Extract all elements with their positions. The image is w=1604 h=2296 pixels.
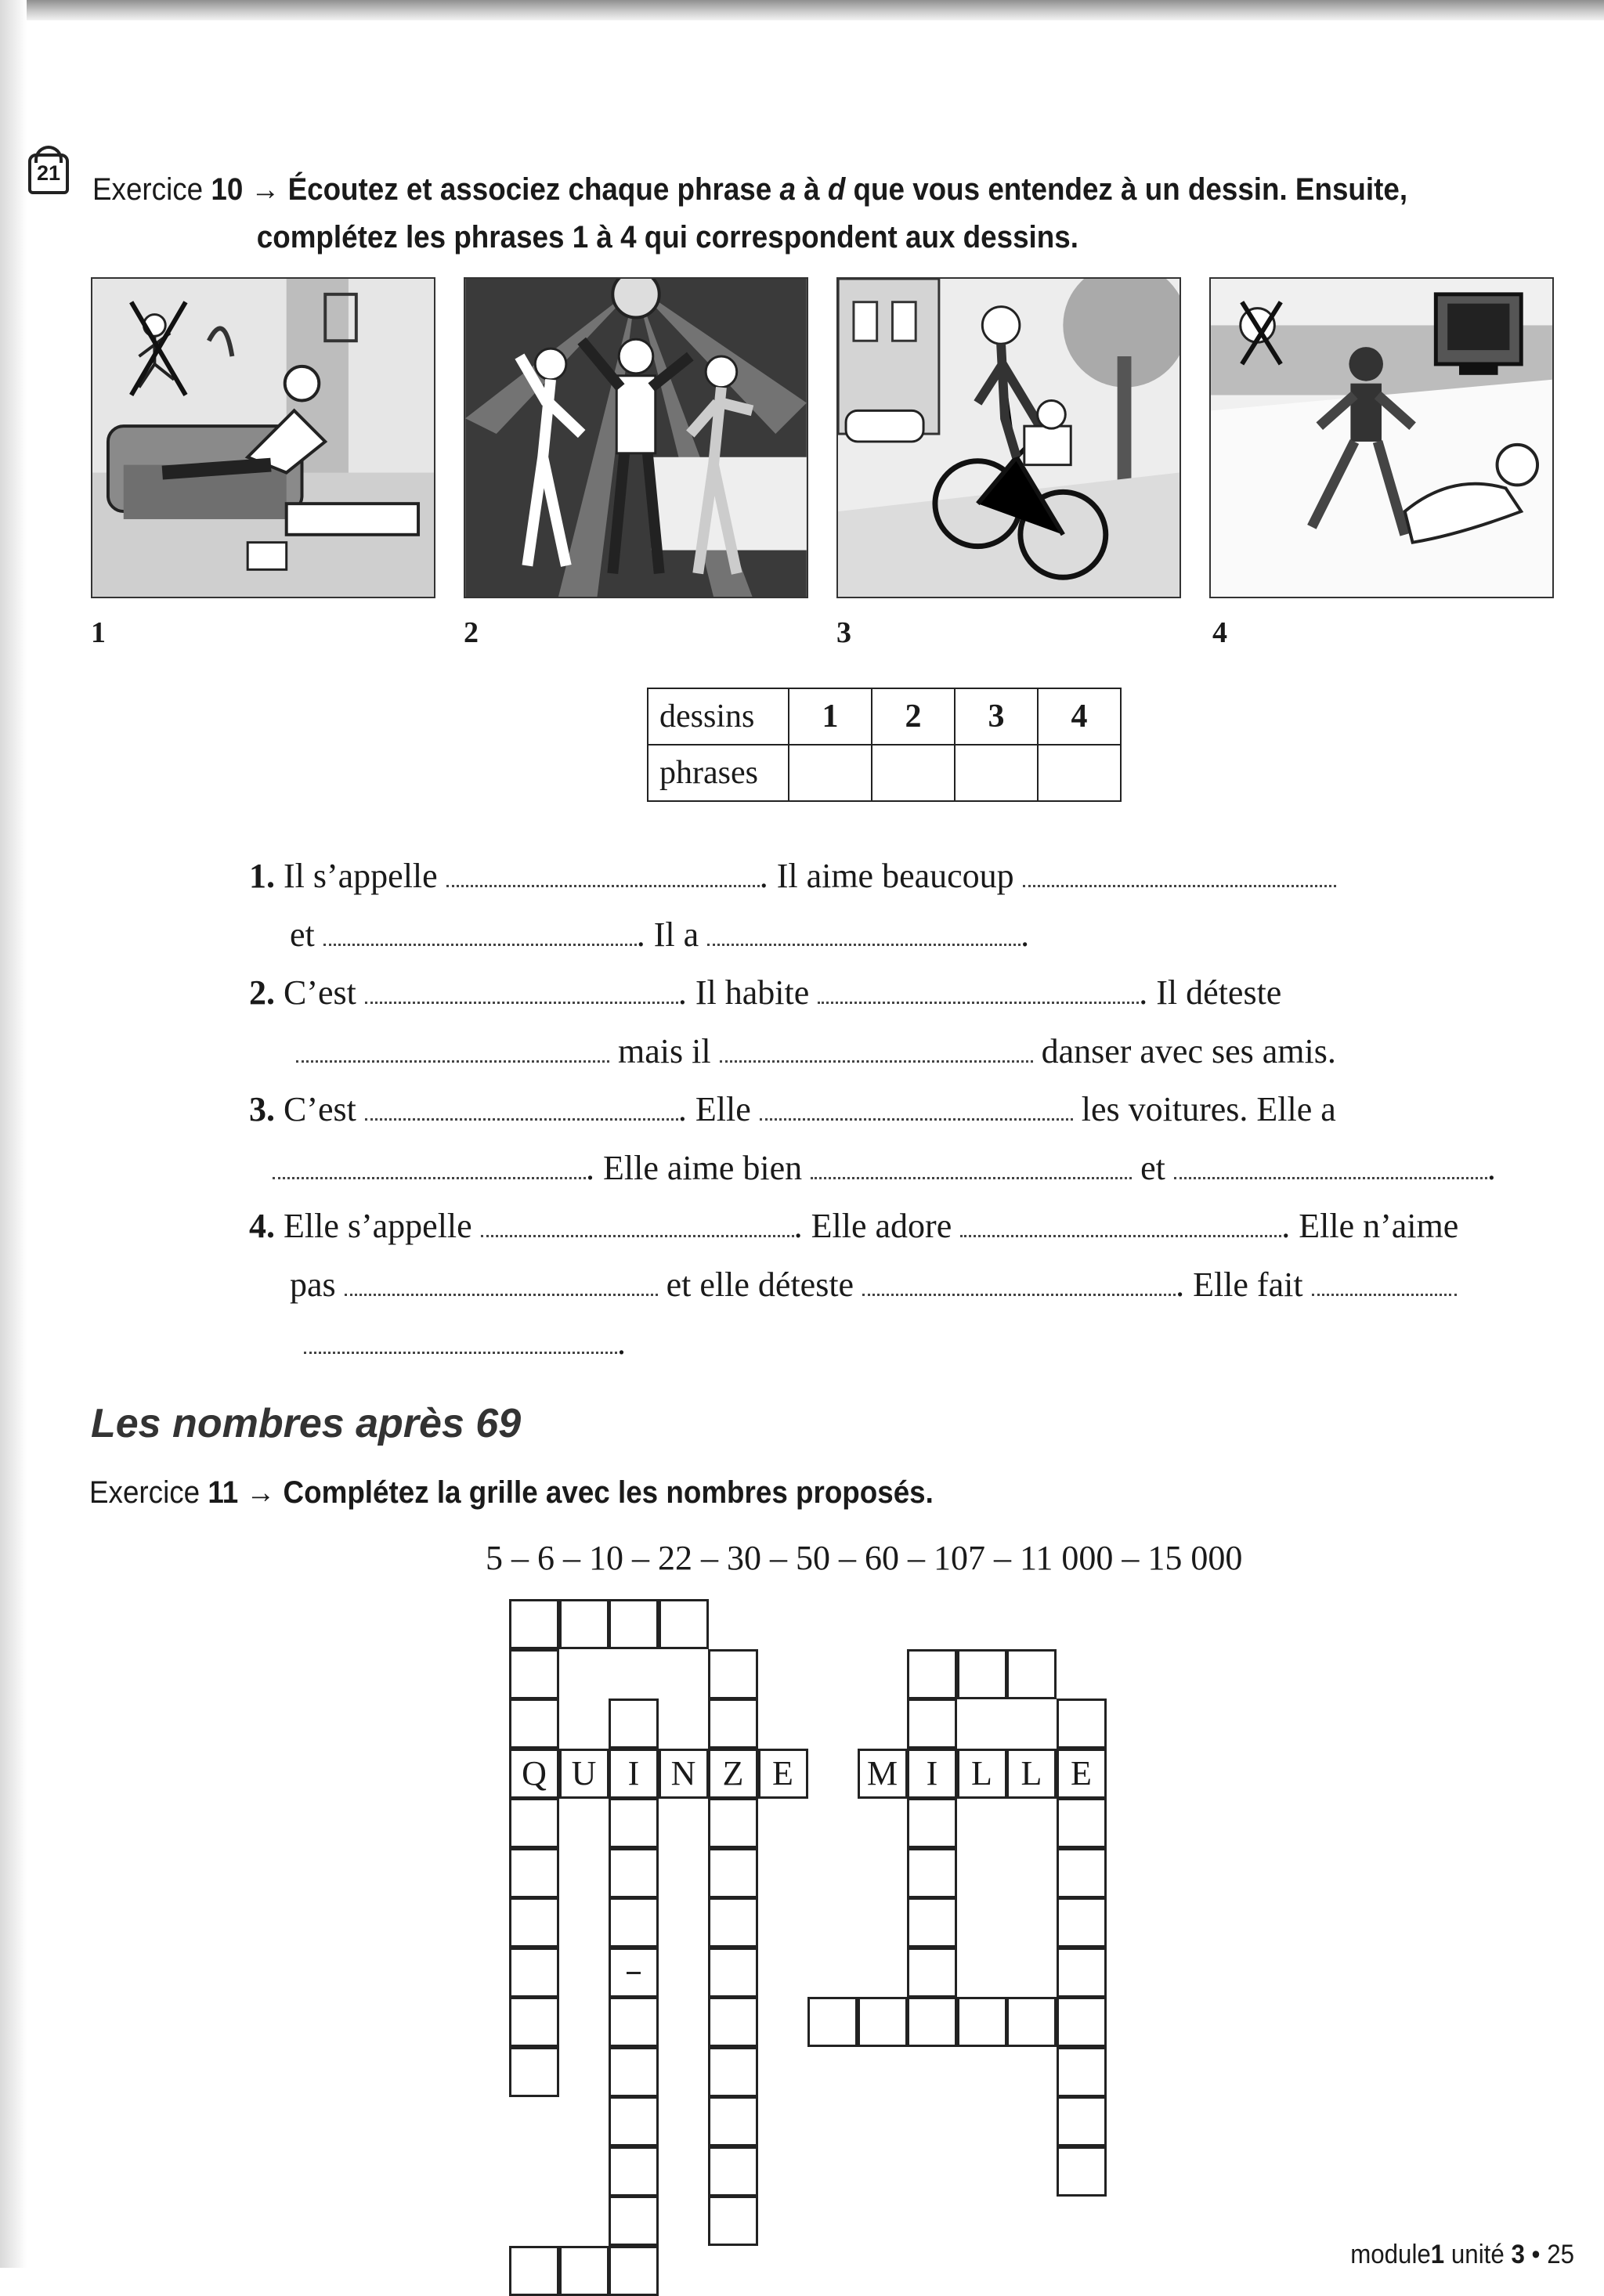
crossword-cell[interactable] xyxy=(907,1699,957,1749)
blank-field[interactable] xyxy=(960,1213,1281,1237)
blank-field[interactable] xyxy=(1174,1155,1487,1179)
crossword-cell[interactable] xyxy=(708,1699,758,1749)
blank-field[interactable] xyxy=(365,980,678,1004)
exercise-instruction-line2: complétez les phrases 1 à 4 qui correspondent aux dessins. xyxy=(256,220,1078,255)
crossword-cell[interactable] xyxy=(609,1848,659,1898)
given-letter-cell: E xyxy=(758,1749,808,1799)
crossword-cell[interactable] xyxy=(907,1997,957,2047)
blank-field[interactable] xyxy=(1312,1272,1457,1296)
arrow-icon: → xyxy=(251,172,280,207)
crossword-cell[interactable] xyxy=(957,1997,1007,2047)
crossword-cell[interactable] xyxy=(708,2047,758,2097)
exercise-label: Exercice xyxy=(89,1475,200,1510)
exercise-11-heading xyxy=(89,1475,934,1511)
matching-table xyxy=(647,688,1122,802)
sentence-4-line-3: . xyxy=(249,1314,1534,1373)
given-letter-cell: L xyxy=(1006,1749,1057,1799)
crossword-cell[interactable] xyxy=(609,1897,659,1948)
table-row-dessins xyxy=(648,688,1121,745)
crossword-cell[interactable] xyxy=(609,1599,659,1649)
crossword-cell[interactable] xyxy=(509,1649,559,1699)
section-title: Les nombres après 69 xyxy=(91,1401,522,1446)
crossword-cell[interactable] xyxy=(509,1897,559,1948)
sentence-2-line-2: mais il danser avec ses amis. xyxy=(249,1023,1534,1081)
exercise-instruction: Écoutez et associez chaque phrase a à d que vous entendez à un dessin. Ensuite, xyxy=(287,172,1408,207)
numbers-list: 5 – 6 – 10 – 22 – 30 – 50 – 60 – 107 – 11 000 – 15 000 xyxy=(486,1539,1243,1577)
sentence-2-line-1: 2. C’est . Il habite . Il déteste xyxy=(249,973,1282,1012)
table-row-phrases xyxy=(648,745,1121,801)
given-letter-cell: N xyxy=(659,1749,709,1799)
crossword-cell[interactable] xyxy=(659,1599,709,1649)
crossword-cell[interactable] xyxy=(708,1997,758,2047)
crossword-cell[interactable] xyxy=(1057,1798,1107,1848)
man-on-couch-icon xyxy=(92,279,434,597)
answer-cell-2[interactable] xyxy=(872,745,955,801)
blank-field[interactable] xyxy=(760,1096,1073,1121)
crossword-cell[interactable] xyxy=(1057,2096,1107,2146)
blank-field[interactable] xyxy=(304,1330,617,1354)
given-letter-cell: Q xyxy=(509,1749,559,1799)
crossword-cell[interactable] xyxy=(907,1897,957,1948)
girl-running-with-dog-icon xyxy=(1211,279,1552,597)
sentence-1-line-1: 1. Il s’appelle . Il aime beaucoup xyxy=(249,847,1534,906)
crossword-cell[interactable] xyxy=(509,2047,559,2097)
crossword-cell[interactable] xyxy=(1057,1948,1107,1998)
blank-field[interactable] xyxy=(446,863,760,887)
exercise-number: 11 xyxy=(208,1475,239,1510)
crossword-cell[interactable] xyxy=(858,1997,908,2047)
crossword-cell[interactable] xyxy=(1057,1897,1107,1948)
crossword-cell[interactable] xyxy=(708,1798,758,1848)
picture-number-1: 1 xyxy=(91,616,106,649)
fill-in-sentences xyxy=(249,847,1534,1373)
exercise-10-heading xyxy=(92,166,1425,262)
crossword-cell[interactable] xyxy=(1057,2146,1107,2197)
picture-number-4: 4 xyxy=(1212,616,1227,649)
blank-field[interactable] xyxy=(720,1038,1033,1063)
crossword-cell[interactable] xyxy=(708,1649,758,1699)
answer-cell-3[interactable] xyxy=(955,745,1038,801)
crossword-cell[interactable] xyxy=(509,1848,559,1898)
blank-field[interactable] xyxy=(707,922,1021,946)
crossword-cell[interactable] xyxy=(509,1699,559,1749)
crossword-cell[interactable] xyxy=(807,1997,858,2047)
exercise-instruction: Complétez la grille avec les nombres proposés. xyxy=(283,1475,934,1510)
page-footer: module1 unité 3 • 25 xyxy=(1350,2240,1574,2269)
crossword-cell[interactable] xyxy=(907,1798,957,1848)
answer-cell-1[interactable] xyxy=(789,745,872,801)
given-letter-cell: I xyxy=(907,1749,957,1799)
blank-field[interactable] xyxy=(365,1096,678,1121)
crossword-cell[interactable] xyxy=(1057,2047,1107,2097)
blank-field[interactable] xyxy=(296,1038,609,1063)
crossword-cell[interactable] xyxy=(708,2096,758,2146)
picture-1 xyxy=(91,277,435,598)
table-column-3: 3 xyxy=(955,688,1038,745)
given-letter-cell: U xyxy=(559,1749,609,1799)
blank-field[interactable] xyxy=(481,1213,794,1237)
crossword-cell[interactable] xyxy=(907,1948,957,1998)
crossword-cell[interactable] xyxy=(907,1649,957,1699)
crossword-cell[interactable] xyxy=(609,1699,659,1749)
exercise-label: Exercice xyxy=(92,172,204,207)
crossword-cell[interactable] xyxy=(609,1997,659,2047)
table-column-1: 1 xyxy=(789,688,872,745)
blank-field[interactable] xyxy=(811,1155,1132,1179)
sentence-3-line-1: 3. C’est . Elle les voitures. Elle a xyxy=(249,1090,1336,1128)
picture-4 xyxy=(1209,277,1554,598)
given-letter-cell: I xyxy=(609,1749,659,1799)
blank-field[interactable] xyxy=(1023,863,1336,887)
crossword-cell[interactable] xyxy=(509,1798,559,1848)
crossword-cell[interactable] xyxy=(907,1848,957,1898)
crossword-cell[interactable] xyxy=(1057,1848,1107,1898)
blank-field[interactable] xyxy=(862,1272,1176,1296)
crossword-cell[interactable] xyxy=(609,2047,659,2097)
blank-field[interactable] xyxy=(273,1155,586,1179)
sentence-4-line-1: 4. Elle s’appelle . Elle adore . Elle n’aime xyxy=(249,1207,1459,1245)
crossword-cell[interactable] xyxy=(559,1599,609,1649)
crossword-cell[interactable] xyxy=(609,2146,659,2197)
picture-number-3: 3 xyxy=(836,616,851,649)
sentence-1-line-2: et . Il a . xyxy=(290,915,1030,954)
blank-field[interactable] xyxy=(345,1272,658,1296)
page-top-edge xyxy=(0,0,1604,20)
crossword-cell[interactable] xyxy=(708,1948,758,1998)
crossword-cell[interactable] xyxy=(1006,1997,1057,2047)
crossword-cell[interactable] xyxy=(509,1599,559,1649)
picture-2 xyxy=(464,277,808,598)
crossword-cell[interactable] xyxy=(708,2146,758,2197)
crossword-cell[interactable] xyxy=(957,1649,1007,1699)
page-number: 25 xyxy=(1547,2240,1574,2269)
disco-dancers-icon xyxy=(465,279,807,597)
crossword-cell[interactable] xyxy=(708,2196,758,2246)
answer-cell-4[interactable] xyxy=(1038,745,1121,801)
given-letter-cell: E xyxy=(1057,1749,1107,1799)
crossword-cell[interactable] xyxy=(609,2196,659,2246)
crossword-cell[interactable] xyxy=(509,1948,559,1998)
arrow-icon: → xyxy=(246,1475,276,1510)
given-letter-cell: L xyxy=(957,1749,1007,1799)
crossword-cell[interactable] xyxy=(708,1848,758,1898)
crossword-cell[interactable] xyxy=(509,2246,559,2296)
table-column-2: 2 xyxy=(872,688,955,745)
cd-track-icon xyxy=(28,153,69,194)
crossword-cell[interactable] xyxy=(609,1798,659,1848)
exercise-number: 10 xyxy=(211,172,244,207)
picture-number-2: 2 xyxy=(464,616,479,649)
sentence-3-line-2: . Elle aime bien et . xyxy=(249,1139,1534,1198)
crossword-cell[interactable] xyxy=(509,1997,559,2047)
given-letter-cell: M xyxy=(858,1749,908,1799)
blank-field[interactable] xyxy=(818,980,1139,1004)
crossword-cell[interactable] xyxy=(559,2246,609,2296)
cd-track-number: 21 xyxy=(36,161,61,185)
cyclist-with-dog-icon xyxy=(838,279,1180,597)
crossword-cell[interactable] xyxy=(1057,1699,1107,1749)
given-letter-cell: Z xyxy=(708,1749,758,1799)
table-column-4: 4 xyxy=(1038,688,1121,745)
crossword-cell[interactable] xyxy=(1057,1997,1107,2047)
table-header-dessins: dessins xyxy=(648,688,789,745)
crossword-cell[interactable] xyxy=(609,2246,659,2296)
sentence-4-line-2: pas et elle déteste . Elle fait xyxy=(249,1256,1534,1315)
blank-field[interactable] xyxy=(323,922,637,946)
page-left-edge xyxy=(0,0,27,2268)
picture-3 xyxy=(836,277,1181,598)
crossword-dash-cell[interactable] xyxy=(609,1948,659,1998)
table-header-phrases: phrases xyxy=(648,745,789,801)
crossword-cell[interactable] xyxy=(708,1897,758,1948)
crossword-cell[interactable] xyxy=(1006,1649,1057,1699)
crossword-cell[interactable] xyxy=(609,2096,659,2146)
